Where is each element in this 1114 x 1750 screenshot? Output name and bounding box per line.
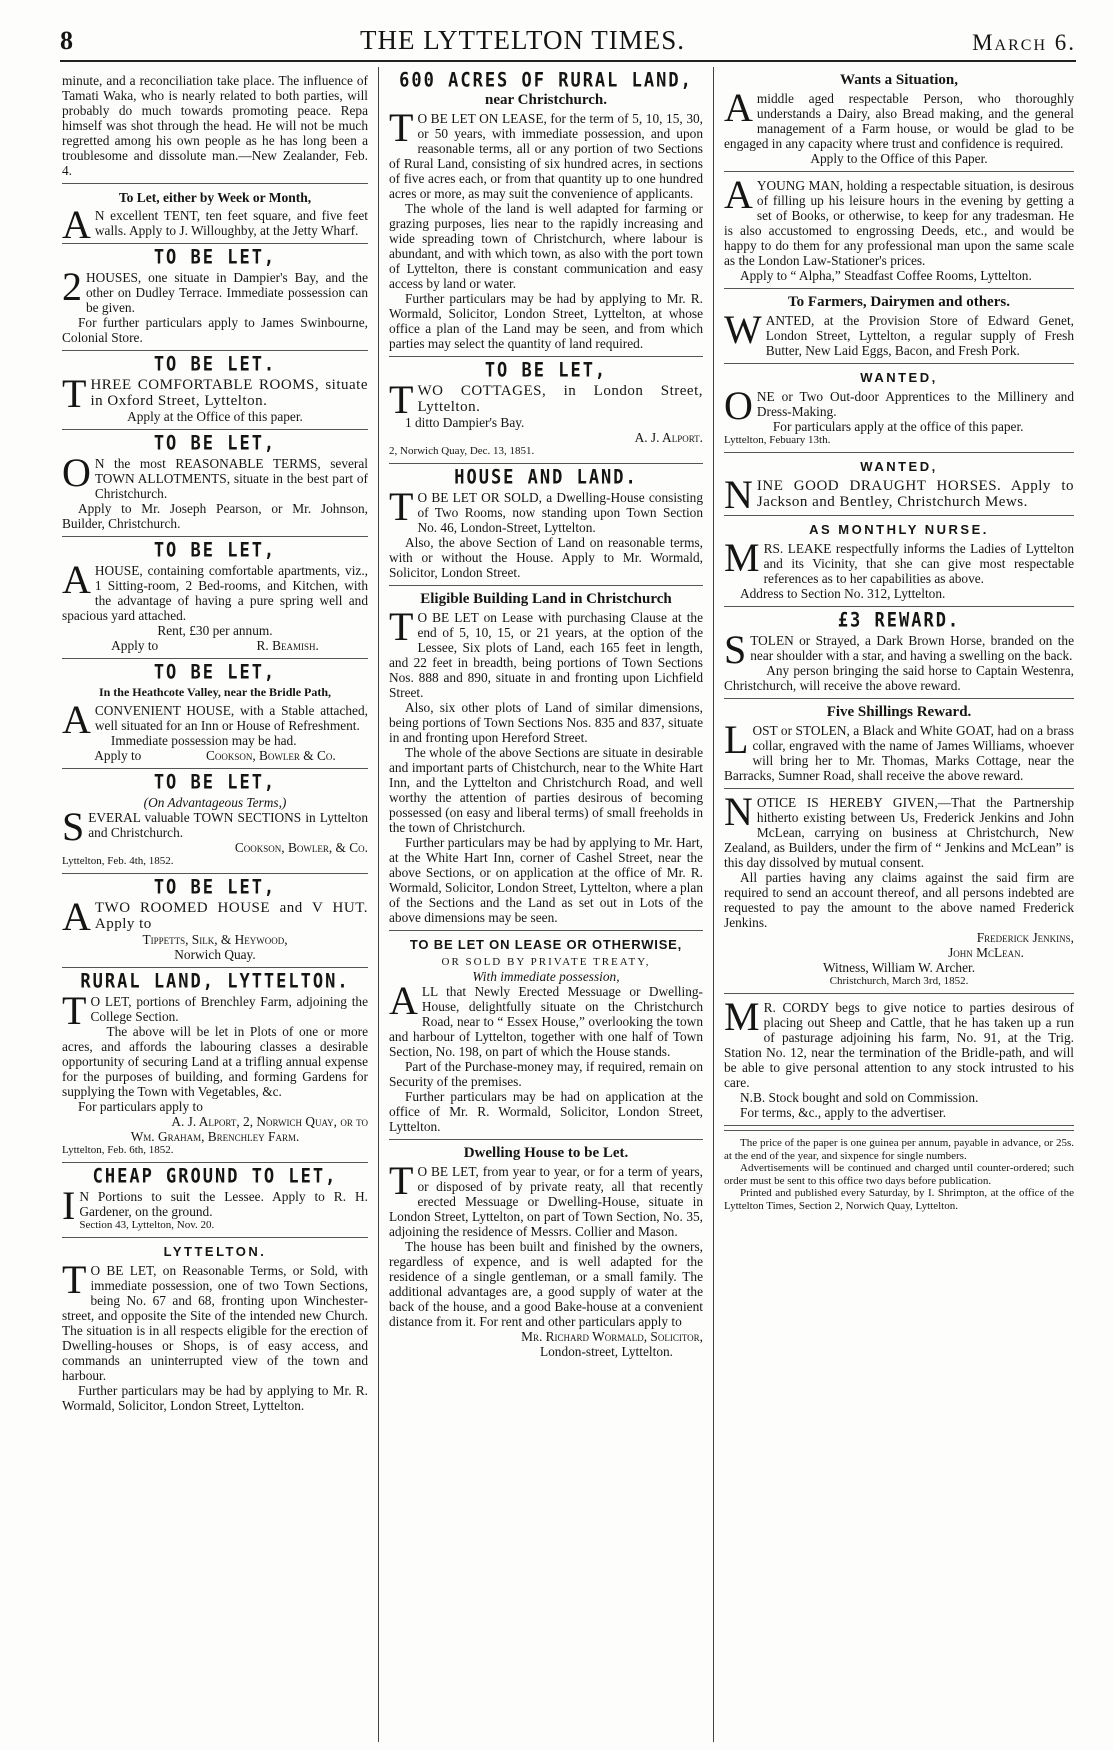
issue-date: March 6.: [972, 30, 1076, 55]
ad-young-man: AYOUNG MAN, holding a respectable situation, is desirous of filling up his leisure hours in the evening by getting a set of Books, or otherwise, to keep for any tradesman. He is also accustomed to engrossing Deeds, etc., and would be happy to do them for any professional man upon the same scale as the London Law-Stationer's prices. Apply to “ Alpha,” Steadfast Coffee Rooms, Lyttelton.: [724, 172, 1074, 289]
masthead: [60, 20, 1076, 62]
ad-town-allotments: TO BE LET, O N the most REASONABLE TERMS, several TOWN ALLOTMENTS, situate in the best part of Christchurch. Apply to Mr. Joseph Pearson, or Mr. Johnson, Builder, Christchurch.: [62, 430, 368, 537]
imprint-footer: The price of the paper is one guinea per annum, payable in advance, or 25s. at the end of the year, and sixpence for single numbers. Advertisements will be continued and charged until counter-ordered; such order must be sent to this office two days before publication. Printed and published every Saturday, by I. Shrimpton, at the office of the Lyttelton Times, Section 2, Norwich Quay, Lyttelton.: [724, 1130, 1074, 1212]
column-1: [60, 67, 379, 1742]
ad-lease-or-otherwise: TO BE LET ON LEASE OR OTHERWISE, OR SOLD BY PRIVATE TREATY, With immediate possession, ALL that Newly Erected Messuage or Dwelling-House, delightfully situate on the Christchurch Road, near to “ Essex House,” overlooking the town and harbour of Lyttelton, together with one half of Town Section, No. 198, on part of which the House stands. Part of the Purchase-money may, if required, remain on Security of the premises. Further particulars may be had on application at the office of Mr. R. Wormald, Solicitor, London Street, Lyttelton.: [389, 931, 703, 1140]
ad-five-shillings-reward: Five Shillings Reward. LOST or STOLEN, a Black and White GOAT, had on a brass collar, engraved with the name of James Williams, whoever will bring her to Mr. Thomas, Marks Cottage, near the Barracks, Sumner Road, shall receive the above reward.: [724, 699, 1074, 789]
news-continuation: minute, and a reconciliation take place. The influence of Tamati Waka, who is nearly related to both parties, will probably do much towards promoting peace. Repa himself was shot through the head. He will not be much regretted among his own people as he has long been a troublesome and dissolute man.—New Zealander, Feb. 4.: [62, 67, 368, 184]
ad-two-houses: TO BE LET, 2 HOUSES, one situate in Dampier's Bay, and the other on Dudley Terrace. Immediate possession can be given. For further particulars apply to James Swinbourne, Colonial Store.: [62, 244, 368, 351]
ad-wants-situation: Wants a Situation, Amiddle aged respectable Person, who thoroughly understands a Dairy, also Bread making, and the general management of a Farm house, or would be glad to be engaged in any capacity where trust and confidence is required. Apply to the Office of this Paper.: [724, 67, 1074, 172]
ad-house-and-land: HOUSE AND LAND. T O BE LET OR SOLD, a Dwelling-House consisting of Two Rooms, now standing upon Town Section No. 46, London-Street, Lyttelton. Also, the above Section of Land on reasonable terms, with or without the House. Apply to Mr. Wormald, Solicitor, London Street.: [389, 464, 703, 586]
ad-two-cottages: TO BE LET, TWO COTTAGES, in London Street, Lyttelton. 1 ditto Dampier's Bay. A. J. Alport. 2, Norwich Quay, Dec. 13, 1851.: [389, 357, 703, 464]
ad-tent-to-let: To Let, either by Week or Month, A N excellent TENT, ten feet square, and five feet walls. Apply to J. Willoughby, at the Jetty Wharf.: [62, 184, 368, 244]
page-number: 8: [60, 26, 73, 55]
ad-wanted-apprentices: WANTED, ONE or Two Out-door Apprentices to the Millinery and Dress-Making. For particulars apply at the office of this paper. Lyttelton, Febuary 13th.: [724, 364, 1074, 453]
ad-house-apartments: TO BE LET, AHOUSE, containing comfortable apartments, viz., 1 Sitting-room, 2 Bed-rooms, and Kitchen, with the advantage of having a pure spring well and spacious yard attached. Rent, £30 per annum. Apply to R. Beamish.: [62, 537, 368, 659]
ad-two-roomed-house: TO BE LET, ATWO ROOMED HOUSE and V HUT. Apply to Tippetts, Silk, & Heywood, Norwich Quay.: [62, 874, 368, 968]
ad-lyttelton-sections: LYTTELTON. T O BE LET, on Reasonable Terms, or Sold, with immediate possession, one of two Town Sections, being No. 67 and 68, fronting upon Winchester-street, and opposite the Site of the intended new Church. The situation is in all respects eligible for the erection of Dwelling-houses or Shops, is of easy access, and commands an uninterrupted view of the town and harbour. Further particulars may be had by applying to Mr. R. Wormald, Solicitor, London Street, Lyttelton.: [62, 1244, 368, 1413]
ad-three-pound-reward: £3 REWARD. STOLEN or Strayed, a Dark Brown Horse, branded on the near shoulder with a star, and having a swelling on the back. Any person bringing the said horse to Captain Westenra, Christchurch, will receive the above reward.: [724, 607, 1074, 699]
ad-farmers-dairymen: To Farmers, Dairymen and others. WANTED, at the Provision Store of Edward Genet, London Street, Lyttelton, a regular supply of Fresh Butter, New Laid Eggs, Bacon, and Fresh Pork.: [724, 289, 1074, 364]
ad-cordy-pasturage: M R. CORDY begs to give notice to parties desirous of placing out Sheep and Cattle, that he has taken up a run of pasturage adjoining his farm, No. 91, at the Trig. Station No. 12, near the termination of the Bridle-path, and will be able to give personal attention to any stock intrusted to his care. N.B. Stock bought and sold on Commission. For terms, &c., apply to the advertiser.: [724, 994, 1074, 1126]
ad-wanted-horses: WANTED, NINE GOOD DRAUGHT HORSES. Apply to Jackson and Bentley, Christchurch Mews.: [724, 453, 1074, 516]
newspaper-title: THE LYTTELTON TIMES.: [360, 25, 686, 55]
ad-600-acres: 600 ACRES OF RURAL LAND, near Christchurch. T O BE LET ON LEASE, for the term of 5, 10, 15, 30, or 50 years, with immediate possession, and upon reasonable terms, all or any portion of two Sections of Rural Land, consisting of six hundred acres, in sections of five acres each, or from that quantity up to one hundred acres or more, as may suit the convenience of applicants. The whole of the land is well adapted for farming or grazing purposes, lies near to the rapidly increasing and wide spreading town of Christchurch, where labour is abundant, and with which town, as also with the port town of Lyttelton, there is constant communication and easy access by land or water. Further particulars may be had by applying to Mr. R. Wormald, Solicitor, London Street, Lyttelton, at whose office a plan of the Land may be seen, and from which parties may select the quantity of land required.: [389, 67, 703, 357]
column-3: [714, 67, 1076, 1742]
ad-partnership-notice: NOTICE IS HEREBY GIVEN,—That the Partnership hitherto existing between Us, Frederick Jenkins and John McLean, carrying on business at Christchurch, New Zealand, as Builders, under the firm of “ Jenkins and McLean” is this day dissolved by mutual consent. All parties having any claims against the said firm are required to send an account thereof, and all persons indebted are requested to pay the amount to the above named Frederick Jenkins. Frederick Jenkins, John McLean. Witness, William W. Archer. Christchurch, March 3rd, 1852.: [724, 789, 1074, 994]
ad-rural-land-lyttelton: RURAL LAND, LYTTELTON. T O LET, portions of Brenchley Farm, adjoining the College Section. The above will be let in Plots of one or more acres, and affords the labouring classes a desirable opportunity of securing Land at a trifling annual expense for the purposes of building, and forming Gardens for supplying the Town with Vegetables, &c. For particulars apply to A. J. Alport, 2, Norwich Quay, or to Wm. Graham, Brenchley Farm. Lyttelton, Feb. 6th, 1852.: [62, 968, 368, 1163]
ad-heathcote-house: TO BE LET, In the Heathcote Valley, near the Bridle Path, ACONVENIENT HOUSE, with a Stable attached, well situated for an Inn or House of Refreshment. Immediate possession may be had. Apply to Cookson, Bowler & Co.: [62, 659, 368, 769]
ad-dwelling-house: Dwelling House to be Let. T O BE LET, from year to year, or for a term of years, or disposed of by private reaty, all that recently erected Messuage or Dwelling-House, situate in London Street, Lyttelton, on part of Town Section, No. 35, adjoining the residence of Messrs. Collier and Mason. The house has been built and finished by the owners, regardless of expence, and is well adapted for the residence of a single gentleman, or a small family. The additional advantages are, a good supply of water at the back of the house, and a good Bake-house at a convenient distance from it. For rent and other particulars apply to Mr. Richard Wormald, Solicitor, London-street, Lyttelton.: [389, 1145, 703, 1359]
ad-three-rooms: TO BE LET. THREE COMFORTABLE ROOMS, situate in Oxford Street, Lyttelton. Apply at the Office of this paper.: [62, 351, 368, 430]
ad-building-land-christchurch: Eligible Building Land in Christchurch T O BE LET on Lease with purchasing Clause at the end of 5, 10, 15, or 21 years, at the option of the Lessee, Six plots of Land, each 165 feet in length, and 22 feet in breadth, being portions of Town Sections Nos. 888 and 890, situate in and fronting upon Lichfield Street. Also, six other plots of Land of similar dimensions, being portions of Town Sections Nos. 835 and 837, situate in and fronting upon Hereford Street. The whole of the above Sections are situate in desirable and important parts of Chistchurch, near to the White Hart Inn, and the Lyttelton and Christchurch Road, and well worthy the attention of parties desirous of becoming possessed (on easy and liberal terms) of small freeholds in the town of Christchurch. Further particulars may be had by applying to Mr. Hart, at the White Hart Inn, corner of Cashel Street, near the above Sections, or on application at the office of Mr. R. Wormald, Solicitor, London Street, Lyttelton, where a plan of the Sections and the Land as set out in Lots of the above dimensions may be seen.: [389, 586, 703, 931]
columns: [60, 67, 1076, 1742]
ad-cheap-ground: CHEAP GROUND TO LET, I N Portions to suit the Lessee. Apply to R. H. Gardener, on the ground. Section 43, Lyttelton, Nov. 20.: [62, 1163, 368, 1238]
column-2: [379, 67, 714, 1742]
ad-town-sections: TO BE LET, (On Advantageous Terms,) SEVERAL valuable TOWN SECTIONS in Lyttelton and Christchurch. Cookson, Bowler, & Co. Lyttelton, Feb. 4th, 1852.: [62, 769, 368, 874]
ad-monthly-nurse: AS MONTHLY NURSE. MRS. LEAKE respectfully informs the Ladies of Lyttelton and its Vicinity, that she can give most respectable references as to her capabilities as above. Address to Section No. 312, Lyttelton.: [724, 516, 1074, 607]
